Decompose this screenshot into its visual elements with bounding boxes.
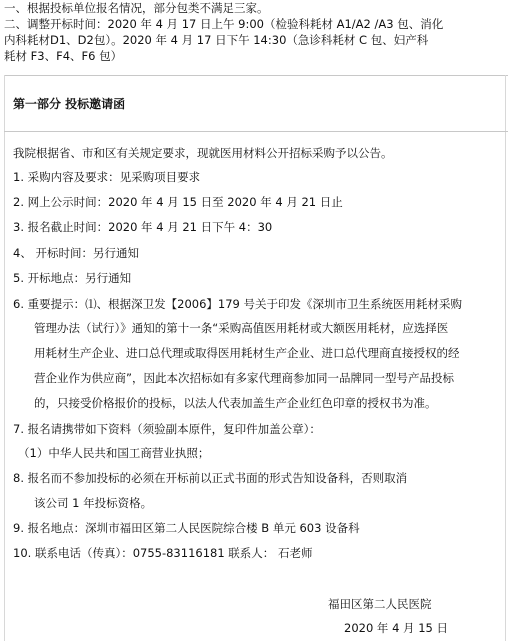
item-text: 联系电话（传真）：0755-83116181 联系人： 石老师 (34, 546, 313, 560)
list-item (13, 219, 272, 235)
item-continuation: 管理办法（试行）》通知的第十一条“采购高值医用耗材或大额医用耗材，应选择医 (34, 321, 449, 335)
item-continuation: 营企业作为供应商”，因此本次招标如有多家代理商参加同一品牌同一型号产品投标 (34, 371, 454, 385)
item-number: 2. (13, 195, 24, 209)
item-number: 3. (13, 220, 24, 234)
item-text: 报名请携带如下资料（须验副本原件，复印件加盖公章）： (27, 422, 321, 436)
sub-item: （1）中华人民共和国工商营业执照； (18, 446, 210, 460)
item-continuation: 用耗材生产企业、进口总代理或取得医用耗材生产企业、进口总代理商直接授权的经 (34, 346, 460, 360)
list-item (13, 270, 131, 286)
item-number: 9. (13, 521, 24, 535)
item-text: 采购内容及要求：见采购项目要求 (27, 170, 201, 184)
item-continuation: 该公司 1 年投标资格。 (34, 496, 153, 510)
item-number: 4、 (13, 246, 32, 260)
divider (4, 131, 508, 132)
signature-date: 2020 年 4 月 15 日 (344, 621, 448, 635)
notice-top (4, 0, 504, 64)
list-item (13, 245, 139, 261)
item-text: 网上公示时间：2020 年 4 月 15 日至 2020 年 4 月 21 日止 (27, 195, 343, 209)
notice-line: 二、调整开标时间：2020 年 4 月 17 日上午 9:00（检验科耗材 A1/A2 /A3 包、消化 (4, 17, 444, 31)
item-number: 1. (13, 170, 24, 184)
item-number: 8. (13, 471, 24, 485)
item-text: 开标地点：另行通知 (27, 271, 132, 285)
item-number: 7. (13, 422, 24, 436)
item-continuation: 的，只接受价格报价的投标，以法人代表加盖生产企业红色印章的授权书为准。 (34, 396, 437, 410)
notice-line: 内科耗材D1、D2包）。2020 年 4 月 17 日下午 14:30（急诊科耗材 C 包、妇产科 (4, 33, 429, 47)
item-text: 开标时间：另行通知 (35, 246, 139, 260)
signature-org: 福田区第二人民医院 (328, 597, 432, 611)
item-text: 报名地点：深圳市福田区第二人民医院综合楼 B 单元 603 设备科 (27, 521, 360, 535)
item-text: 报名截止时间：2020 年 4 月 21 日下午 4：30 (27, 220, 273, 234)
list-item (13, 194, 343, 210)
item-number: 10. (13, 546, 32, 560)
item-number: 5. (13, 271, 24, 285)
list-item (13, 520, 360, 536)
section-heading: 第一部分 投标邀请函 (13, 97, 126, 111)
list-item (13, 470, 407, 486)
notice-line: 一、根据投标单位报名情况，部分包类不满足三家。 (4, 1, 269, 15)
intro-paragraph: 我院根据省、市和区有关规定要求，现就医用材料公开招标采购予以公告。 (13, 146, 393, 160)
item-number: 6. (13, 297, 24, 311)
list-item (13, 296, 462, 312)
item-text: 报名而不参加投标的必须在开标前以正式书面的形式告知设备科，否则取消 (27, 471, 408, 485)
list-item (13, 169, 200, 185)
list-item (13, 545, 312, 561)
item-text: 重要提示：⑴、根据深卫发【2006】179 号关于印发《深圳市卫生系统医用耗材采购 (27, 297, 463, 311)
list-item (13, 421, 321, 437)
notice-line: 耗材 F3、F4、F6 包） (4, 49, 123, 63)
